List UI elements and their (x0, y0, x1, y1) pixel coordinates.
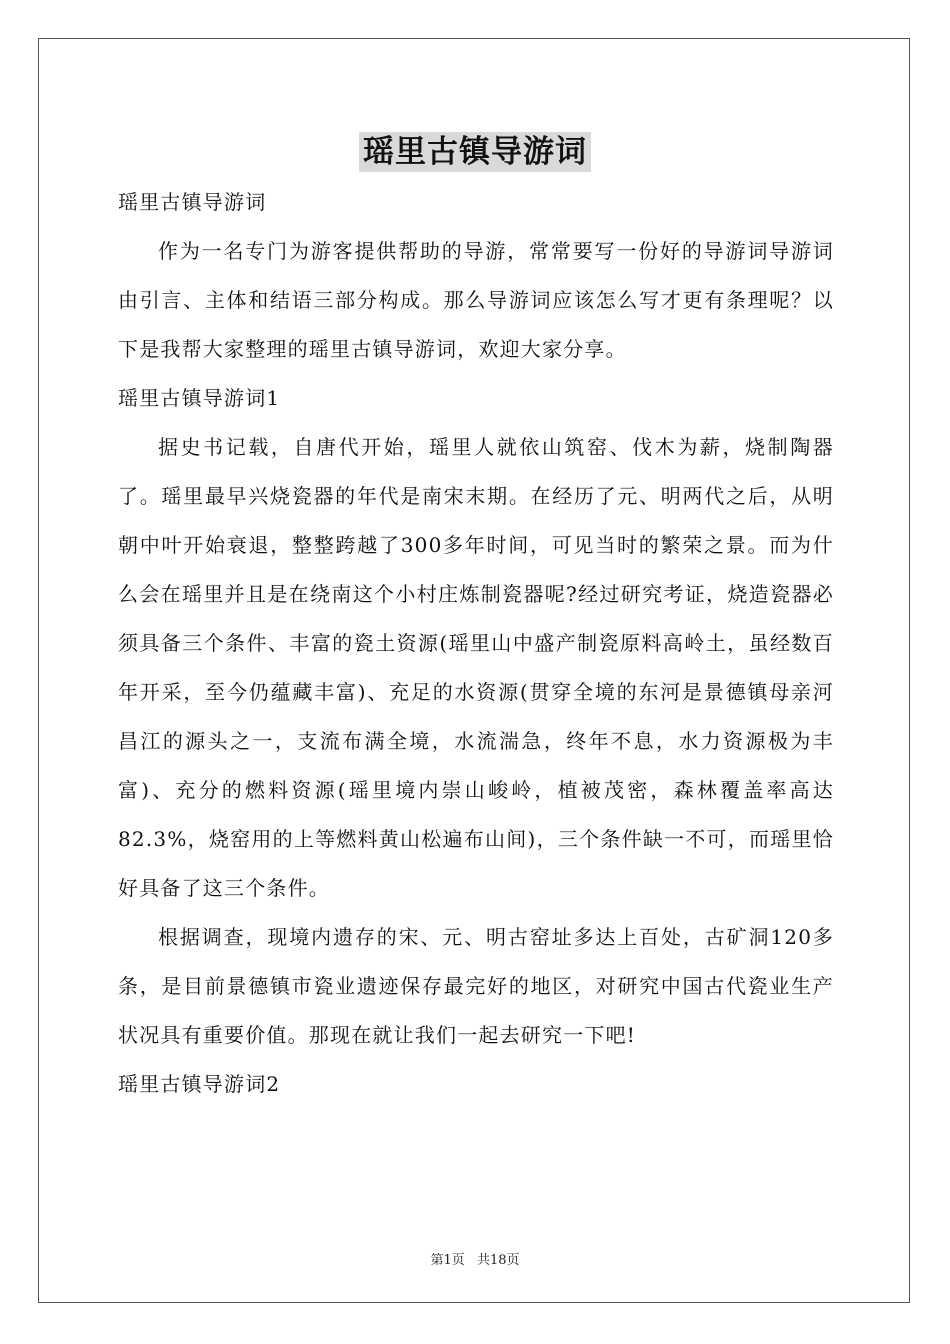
paragraph-history: 据史书记载，自唐代开始，瑶里人就依山筑窑、伐木为薪，烧制陶器了。瑶里最早兴烧瓷器的年代是南宋末期。在经历了元、明两代之后，从明朝中叶开始衰退，整整跨越了300多年时间，可见当时的繁荣之景。而为什么会在瑶里并且是在绕南这个小村庄炼制瓷器呢?经过研究考证，烧造瓷器必须具备三个条件、丰富的瓷土资源(瑶里山中盛产制瓷原料高岭土，虽经数百年开采，至今仍蕴藏丰富)、充足的水资源(贯穿全境的东河是景德镇母亲河昌江的源头之一，支流布满全境，水流湍急，终年不息，水力资源极为丰富)、充分的燃料资源(瑶里境内崇山峻岭，植被茂密，森林覆盖率高达82.3%，烧窑用的上等燃料黄山松遍布山间)，三个条件缺一不可，而瑶里恰好具备了这三个条件。 (118, 435, 834, 900)
paragraph-subtitle: 瑶里古镇导游词 (118, 190, 267, 214)
document-body (118, 178, 834, 1109)
paragraph-intro: 作为一名专门为游客提供帮助的导游，常常要写一份好的导游词导游词由引言、主体和结语三部分构成。那么导游词应该怎么写才更有条理呢？以下是我帮大家整理的瑶里古镇导游词，欢迎大家分享。 (118, 239, 834, 361)
section-heading-2: 瑶里古镇导游词2 (118, 1072, 281, 1096)
page-total: 共18页 (476, 1253, 520, 1268)
section-heading-1: 瑶里古镇导游词1 (118, 386, 281, 410)
page-number: 第1页 (430, 1253, 465, 1268)
page-footer (0, 1249, 950, 1268)
paragraph-survey: 根据调查，现境内遗存的宋、元、明古窑址多达上百处，古矿洞120多条，是目前景德镇市瓷业遗迹保存最完好的地区，对研究中国古代瓷业生产状况具有重要价值。那现在就让我们一起去研究一下吧! (118, 925, 834, 1047)
document-title: 瑶里古镇导游词 (359, 132, 591, 172)
document-title-container (0, 126, 950, 171)
